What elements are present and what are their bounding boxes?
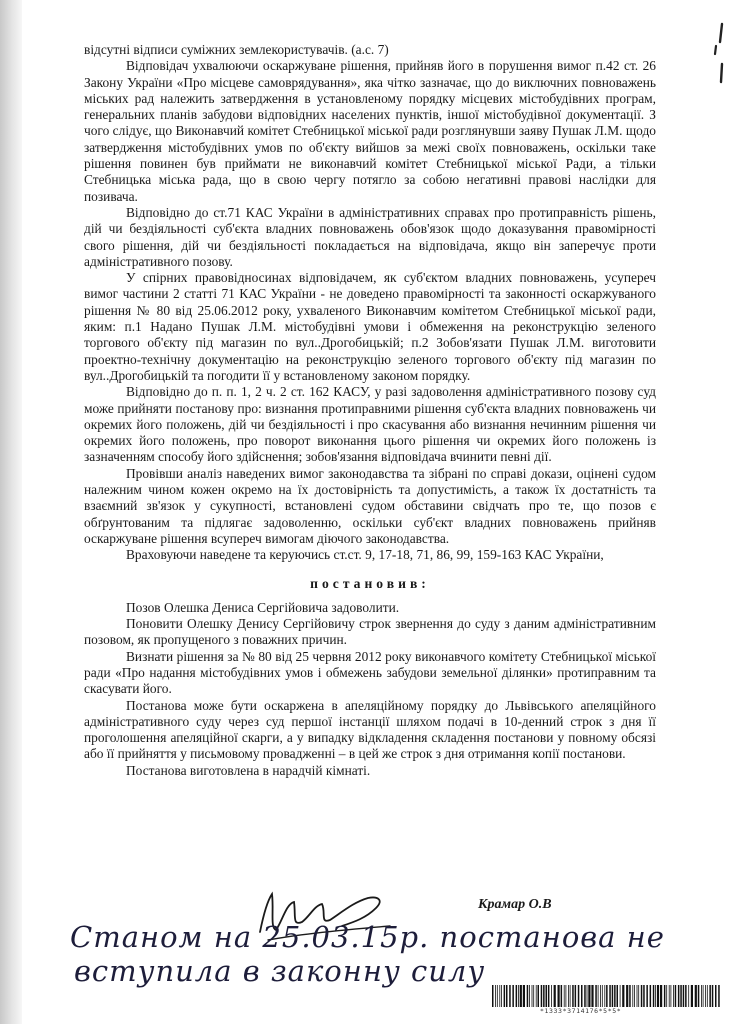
barcode-bar (566, 985, 567, 1007)
barcode-bar (578, 985, 580, 1007)
barcode-bar (564, 985, 565, 1007)
handwritten-note-line-1: Станом на 25.03.15р. постанова не (70, 920, 665, 954)
barcode-bar (660, 985, 662, 1007)
barcode-bar (506, 985, 508, 1007)
barcode-bar (501, 985, 502, 1007)
barcode-bar (688, 985, 689, 1007)
handwritten-note-line-2: вступила в законну силу (74, 954, 486, 988)
barcode-bar (712, 985, 714, 1007)
resolution-item-prepared: Постанова виготовлена в нарадчій кімнаті. (126, 762, 371, 778)
barcode-bar (527, 985, 529, 1007)
barcode-bar (612, 985, 614, 1007)
resolution-item-grant-claim: Позов Олешка Дениса Сергійовича задоволити. (126, 599, 400, 615)
barcode-bar (634, 985, 635, 1007)
barcode-bar (533, 985, 534, 1007)
barcode-bar (671, 985, 672, 1007)
resolution-item-appeal: Постанова може бути оскаржена в апеляційному порядку до Львівського апеляційного адміністративного суду через суд першої інстанції шляхом подачі в 10-денний строк з дня її проголошення апеляційної скарги, а у випадку відкладення складення постанови у повному обсязі або її прийняття у письмовому провадженні – в цей же строк з дня отримання копії постанови. (84, 697, 656, 762)
barcode-bar (626, 985, 628, 1007)
paragraph-article-162: Відповідно до п. п. 1, 2 ч. 2 ст. 162 КАСУ, у разі задоволення адміністративного позову суд може прийняти постанову про: визнання протиправними рішення суб'єкта владних повноважень чи окремих його положень, дій чи бездіяльності і про скасування або визнання нечинним рішення чи окремих його положень, про поворот виконання цього рішення чи окремих його положень із зазначенням способу його здійснення; зобов'язання відповідача вчинити певні дії. (84, 384, 656, 465)
resolution-heading: постановив: (310, 575, 430, 591)
barcode-bar (532, 985, 533, 1007)
paragraph-authority-violation: Відповідач ухвалюючи оскаржуване рішення, прийняв його в порушення вимог п.42 ст. 26 Закону України «Про місцеве самоврядування», яка чітко зазначає, що до виключних повноважень міських рад належить затвердження в установленому порядку місцевих містобудівних програм, генеральних планів забудови відповідних населених пунктів, іншої містобудівної документації. З чого слідує, що Виконавчий комітет Стебницької міської ради розглянувши заяву Пушак Л.М. щодо затвердження містобудівних умов по об'єкту вийшов за межі своїх повноважень, оскільки таке рішення повинен був приймати не виконавчий комітет Стебницької міської Ради, а тільки Стебницька міська рада, що в свою чергу потягло за собою негативні правові наслідки для позивача. (84, 58, 656, 204)
barcode-bar (520, 985, 522, 1007)
barcode-bar (554, 985, 556, 1007)
barcode-bar (707, 985, 708, 1007)
barcode-bar (587, 985, 588, 1007)
barcode-bar (598, 985, 599, 1007)
barcode-bar (595, 985, 597, 1007)
barcode-bar (637, 985, 638, 1007)
paragraph-burden-of-proof: Відповідно до ст.71 КАС України в адміністративних справах про протиправність рішень, дій чи бездіяльності суб'єкта владних повноважень обов'язок щодо доказування правомірності свого рішення, дій чи бездіяльності покладається на відповідача, якщо він заперечує проти адміністративного позову. (84, 204, 656, 269)
barcode-bar (620, 985, 621, 1007)
document-body (84, 42, 656, 779)
barcode-bar (581, 985, 583, 1007)
barcode-bar (657, 985, 659, 1007)
barcode-bar (509, 985, 511, 1007)
barcode-bar (617, 985, 619, 1007)
barcode-bar (546, 985, 548, 1007)
barcode-bar (614, 985, 616, 1007)
barcode-bar (643, 985, 645, 1007)
resolution-item-renew-term: Поновити Олешку Денису Сергійовичу строк звернення до суду з даним адміністративним позовом, як пропущеного з поважних причин. (84, 616, 656, 648)
barcode-bar (675, 985, 677, 1007)
barcode-bar (641, 985, 643, 1007)
barcode-bar (504, 985, 506, 1007)
barcode-bar (705, 985, 706, 1007)
barcode-bar (575, 985, 577, 1007)
handwritten-note (70, 920, 730, 988)
barcode-bar (518, 985, 519, 1007)
barcode-bar (650, 985, 652, 1007)
barcode-bar (680, 985, 682, 1007)
barcode-number: *1333*3714176*5*5* (540, 1007, 622, 1015)
barcode-bar (718, 985, 720, 1007)
barcode-bar (666, 985, 667, 1007)
signer-name: Крамар О.В (478, 897, 552, 912)
barcode-bar (538, 985, 540, 1007)
barcode-bar (622, 985, 624, 1007)
barcode-bar (591, 985, 593, 1007)
barcode-bar (600, 985, 601, 1007)
barcode-bar (523, 985, 525, 1007)
paragraph-legal-basis: Враховуючи наведене та керуючись ст.ст. 9, 17-18, 71, 86, 99, 159-163 КАС України, (126, 547, 604, 563)
barcode-bar (604, 985, 605, 1007)
barcode-bar (572, 985, 574, 1007)
barcode-bar (664, 985, 666, 1007)
barcode-bar (673, 985, 674, 1007)
barcode-bar (703, 985, 704, 1007)
barcode-bar (709, 985, 711, 1007)
barcode-bar (548, 985, 550, 1007)
barcode-bar (499, 985, 500, 1007)
barcode-bar (543, 985, 545, 1007)
barcode-bar (495, 985, 496, 1007)
barcode-bar (695, 985, 697, 1007)
barcode-bar (492, 985, 494, 1007)
barcode-bar (669, 985, 670, 1007)
barcode-bar (570, 985, 571, 1007)
scan-edge-shadow (0, 0, 22, 1024)
barcode-bar (497, 985, 498, 1007)
barcode-bar (715, 985, 717, 1007)
barcode-bar (609, 985, 611, 1007)
barcode-bar (683, 985, 685, 1007)
paragraph-continuation: відсутні відписи суміжних землекористувачів. (а.с. 7) (84, 42, 389, 57)
barcode-bar (629, 985, 631, 1007)
barcode-bar (602, 985, 603, 1007)
barcode-bar (653, 985, 655, 1007)
barcode-bar (512, 985, 514, 1007)
barcode-bar (655, 985, 656, 1007)
paragraph-decision-80: У спірних правовідносинах відповідачем, як суб'єктом владних повноважень, усупереч вимог частини 2 статті 71 КАС України - не доведено правомірності та законності оскаржуваного рішення № 80 від 25.06.2012 року, ухваленого Виконавчим комітетом Стебницької міської ради, яким: п.1 Надано Пушак Л.М. містобудівні умови і обмеження на реконструкцію зеленого торгового об'єкту під магазин по вул..Дрогобицькій; п.2 Зобов'язати Пушак Л.М. виготовити проектно-технічну документацію на реконструкцію зеленого торгового об'єкту під магазин по вул..Дрогобицькій та погодити її у встановленому законом порядку. (84, 270, 656, 383)
barcode-bar (541, 985, 543, 1007)
barcode-bar (561, 985, 563, 1007)
barcode-bar (638, 985, 639, 1007)
resolution-item-annul-decision: Визнати рішення за № 80 від 25 червня 2012 року виконавчого комітету Стебницької міської ради «Про надання містобудівних умов і обмежень забудови земельної ділянки» протиправним та скасувати його. (84, 648, 656, 697)
paragraph-analysis: Провівши аналіз наведених вимог законодавства та зібрані по справі докази, оцінені судом належним чином кожен окремо на їх достовірність та допустимість, а також їх достатність та взаємний зв'язок у сукупності, встановлені судом обставини свідчать про те, що позов є обґрунтованим та підлягає задоволенню, оскільки суб'єкт владних повноважень прийняв оскаржуване рішення всупереч вимогам діючого законодавства. (84, 465, 656, 546)
barcode-bar (646, 985, 648, 1007)
barcode-bar (558, 985, 560, 1007)
barcode-bar (536, 985, 537, 1007)
barcode-bar (678, 985, 680, 1007)
barcode-bar (698, 985, 700, 1007)
barcode-bar (685, 985, 687, 1007)
barcode-bar (551, 985, 552, 1007)
barcode-bar (516, 985, 518, 1007)
barcode-bar (568, 985, 569, 1007)
barcode-bar (588, 985, 590, 1007)
barcode-bar (632, 985, 633, 1007)
margin-pen-marks (700, 20, 730, 90)
barcode (492, 985, 722, 1007)
barcode-bar (606, 985, 608, 1007)
barcode-bar (584, 985, 586, 1007)
barcode-bar (701, 985, 702, 1007)
barcode-bar (691, 985, 693, 1007)
barcode-bar (529, 985, 530, 1007)
